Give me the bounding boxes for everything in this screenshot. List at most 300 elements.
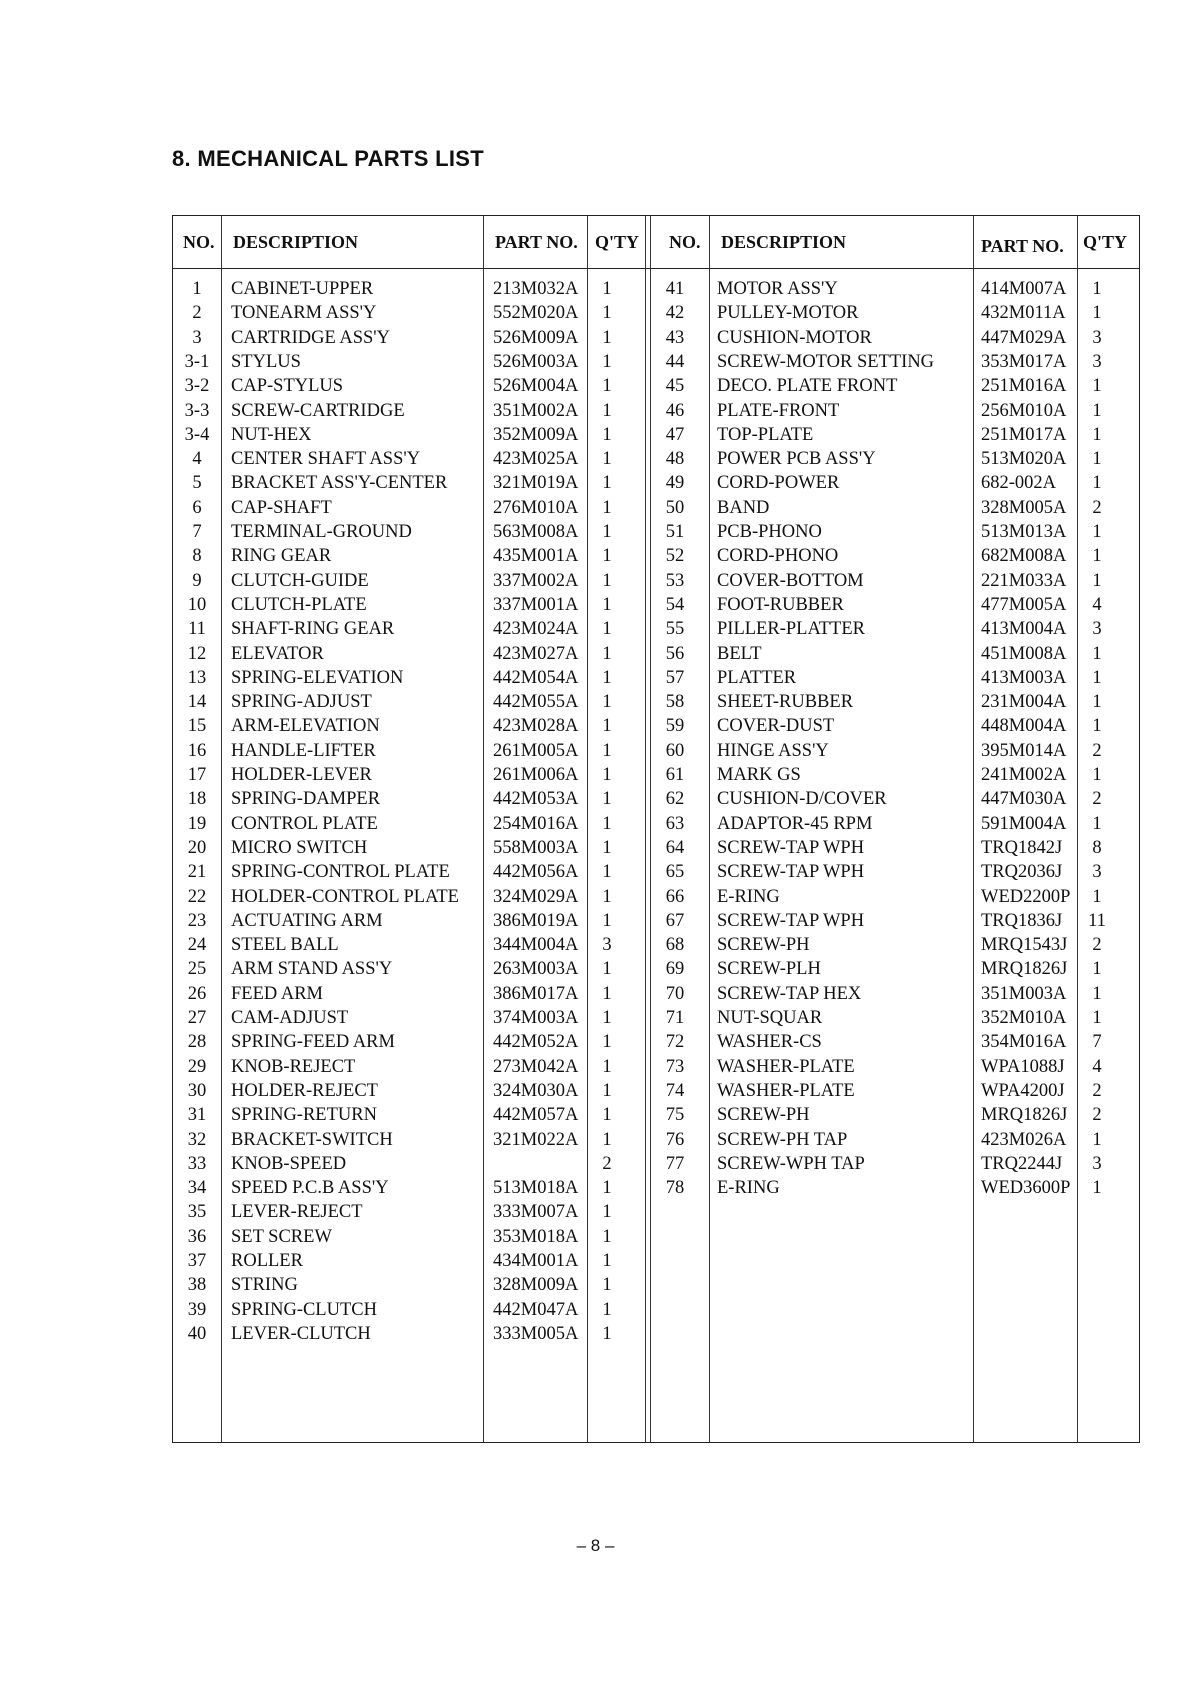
item-description: PLATTER — [717, 667, 797, 688]
item-quantity: 1 — [602, 1080, 612, 1101]
part-number: 321M022A — [493, 1129, 579, 1150]
part-number: WED3600P — [981, 1178, 1071, 1199]
item-quantity: 1 — [602, 546, 612, 567]
item-description: CLUTCH-GUIDE — [231, 570, 369, 591]
item-number: 62 — [665, 789, 685, 810]
table-row — [651, 446, 1139, 472]
item-quantity: 1 — [602, 789, 612, 810]
item-description: FEED ARM — [231, 983, 324, 1004]
part-number: 324M029A — [493, 886, 579, 907]
page-title: 8. MECHANICAL PARTS LIST — [172, 146, 484, 171]
item-description: NUT-HEX — [231, 424, 312, 445]
table-row — [173, 738, 643, 764]
item-number: 40 — [187, 1323, 207, 1344]
item-description: COVER-BOTTOM — [717, 570, 864, 591]
item-number: 3 — [192, 327, 202, 348]
header-description-right: DESCRIPTION — [721, 232, 847, 252]
part-number: 423M025A — [493, 449, 579, 470]
item-description: STYLUS — [231, 351, 301, 372]
table-row — [173, 543, 643, 569]
item-quantity: 2 — [1092, 935, 1102, 956]
item-description: PULLEY-MOTOR — [717, 303, 859, 324]
item-description: HANDLE-LIFTER — [231, 740, 376, 761]
item-description: SPRING-DAMPER — [231, 789, 381, 810]
item-description: SCREW-TAP HEX — [717, 983, 862, 1004]
table-row — [651, 300, 1139, 326]
item-description: TONEARM ASS'Y — [231, 303, 377, 324]
table-row — [651, 495, 1139, 521]
part-number: 251M017A — [981, 424, 1067, 445]
table-row — [173, 1321, 643, 1347]
item-quantity: 1 — [1092, 570, 1102, 591]
item-description: NUT-SQUAR — [717, 1008, 823, 1028]
part-number: 442M054A — [493, 667, 579, 688]
item-number: 5 — [192, 473, 202, 494]
item-number: 19 — [187, 813, 207, 834]
table-row — [173, 325, 643, 351]
table-row — [651, 1175, 1139, 1201]
table-row — [173, 713, 643, 739]
item-quantity: 1 — [602, 1251, 612, 1271]
item-description: CENTER SHAFT ASS'Y — [231, 449, 421, 470]
part-number: 442M057A — [493, 1105, 579, 1126]
header-description-left: DESCRIPTION — [233, 232, 359, 252]
table-row — [173, 422, 643, 448]
item-number: 73 — [665, 1056, 685, 1077]
item-number: 3-3 — [184, 400, 210, 421]
part-number: 447M029A — [981, 327, 1067, 348]
part-number: 241M002A — [981, 765, 1067, 785]
part-number: 254M016A — [493, 813, 579, 834]
header-qty-right: Q'TY — [1083, 232, 1128, 252]
item-number: 75 — [665, 1105, 685, 1126]
item-quantity: 1 — [602, 643, 612, 664]
table-row — [173, 811, 643, 837]
part-number: 423M027A — [493, 643, 579, 664]
item-description: ADAPTOR-45 RPM — [717, 813, 873, 834]
item-number: 66 — [665, 886, 685, 907]
table-row — [173, 1151, 643, 1177]
item-number: 61 — [665, 765, 685, 785]
item-description: SCREW-TAP WPH — [717, 837, 865, 858]
item-description: WASHER-PLATE — [717, 1056, 855, 1077]
item-description: ACTUATING ARM — [231, 910, 383, 931]
item-quantity: 1 — [602, 765, 612, 785]
item-description: BRACKET-SWITCH — [231, 1129, 393, 1150]
part-number: 447M030A — [981, 789, 1067, 810]
table-row — [651, 932, 1139, 958]
item-quantity: 1 — [602, 983, 612, 1004]
item-description: CAP-STYLUS — [231, 376, 344, 397]
item-quantity: 3 — [1092, 327, 1102, 348]
item-quantity: 1 — [602, 716, 612, 737]
part-number: 442M055A — [493, 692, 579, 713]
table-row — [173, 398, 643, 424]
item-number: 13 — [187, 667, 207, 688]
item-quantity: 3 — [1092, 619, 1102, 640]
table-row — [651, 884, 1139, 910]
table-row — [651, 398, 1139, 424]
item-description: RING GEAR — [231, 546, 332, 567]
part-number: 414M007A — [981, 279, 1067, 299]
item-description: SHEET-RUBBER — [717, 692, 854, 713]
item-quantity: 2 — [1092, 1080, 1102, 1101]
table-row — [651, 349, 1139, 375]
item-number: 25 — [187, 959, 207, 980]
item-quantity: 1 — [602, 1299, 612, 1320]
part-number: 386M017A — [493, 983, 579, 1004]
table-row — [651, 1054, 1139, 1080]
item-description: SHAFT-RING GEAR — [231, 619, 395, 640]
item-description: POWER PCB ASS'Y — [717, 449, 876, 470]
item-description: HOLDER-LEVER — [231, 765, 372, 785]
item-number: 14 — [187, 692, 207, 713]
item-description: ARM-ELEVATION — [231, 716, 380, 737]
item-quantity: 1 — [602, 1202, 612, 1223]
table-row — [651, 665, 1139, 691]
item-quantity: 3 — [1092, 351, 1102, 372]
item-number: 36 — [187, 1226, 207, 1247]
part-number: 351M003A — [981, 983, 1067, 1004]
table-row — [651, 689, 1139, 715]
table-row — [173, 1248, 643, 1274]
part-number: 513M013A — [981, 522, 1067, 542]
item-quantity: 1 — [1092, 1129, 1102, 1150]
item-number: 41 — [665, 279, 685, 299]
item-number: 45 — [665, 376, 685, 397]
item-number: 30 — [187, 1080, 207, 1101]
item-description: CORD-POWER — [717, 473, 840, 494]
table-row — [173, 1127, 643, 1153]
item-quantity: 1 — [1092, 449, 1102, 470]
table-row — [173, 1297, 643, 1323]
item-number: 63 — [665, 813, 685, 834]
table-header — [173, 216, 1139, 269]
item-number: 54 — [665, 594, 685, 615]
part-number: WPA1088J — [981, 1056, 1065, 1077]
table-row — [651, 1127, 1139, 1153]
item-description: TOP-PLATE — [717, 424, 814, 445]
part-number: 321M019A — [493, 473, 579, 494]
part-number: 552M020A — [493, 303, 579, 324]
item-number: 67 — [665, 910, 685, 931]
item-quantity: 1 — [1092, 692, 1102, 713]
part-number: 682M008A — [981, 546, 1067, 567]
item-quantity: 1 — [1092, 303, 1102, 324]
item-description: ARM STAND ASS'Y — [231, 959, 393, 980]
part-number: 448M004A — [981, 716, 1067, 737]
table-row — [173, 835, 643, 861]
table-row — [173, 616, 643, 642]
item-quantity: 1 — [602, 1275, 612, 1296]
part-number: 276M010A — [493, 497, 579, 518]
item-number: 3-1 — [184, 351, 210, 372]
header-qty-left: Q'TY — [595, 232, 640, 252]
table-row — [173, 349, 643, 375]
item-description: SCREW-PLH — [717, 959, 821, 980]
item-number: 2 — [192, 303, 202, 324]
part-number: 434M001A — [493, 1251, 579, 1271]
part-number: 395M014A — [981, 740, 1067, 761]
table-row — [173, 1054, 643, 1080]
item-description: HINGE ASS'Y — [717, 740, 829, 761]
item-quantity: 1 — [602, 594, 612, 615]
item-quantity: 1 — [1092, 643, 1102, 664]
part-number: 231M004A — [981, 692, 1067, 713]
header-part-no-left: PART NO. — [495, 232, 578, 252]
item-quantity: 3 — [602, 935, 612, 956]
part-number: 442M056A — [493, 862, 579, 883]
part-number: 337M002A — [493, 570, 579, 591]
part-number: 324M030A — [493, 1080, 579, 1101]
item-description: CLUTCH-PLATE — [231, 594, 367, 615]
table-row — [173, 446, 643, 472]
part-number: 477M005A — [981, 594, 1067, 615]
table-row — [651, 543, 1139, 569]
table-row — [651, 1029, 1139, 1055]
item-number: 47 — [665, 424, 685, 445]
part-number: 432M011A — [981, 303, 1066, 324]
table-row — [651, 1102, 1139, 1128]
part-number: 558M003A — [493, 837, 579, 858]
item-number: 57 — [665, 667, 685, 688]
part-number: 435M001A — [493, 546, 579, 567]
item-description: E-RING — [717, 1178, 780, 1199]
table-row — [173, 470, 643, 496]
table-row — [651, 908, 1139, 934]
item-number: 55 — [665, 619, 685, 640]
item-description: HOLDER-CONTROL PLATE — [231, 886, 459, 907]
table-row — [173, 786, 643, 812]
table-row — [651, 835, 1139, 861]
item-quantity: 1 — [602, 862, 612, 883]
table-row — [173, 1029, 643, 1055]
part-number: TRQ2036J — [981, 862, 1063, 883]
item-quantity: 1 — [602, 351, 612, 372]
part-number: 423M028A — [493, 716, 579, 737]
part-number: 352M010A — [981, 1008, 1067, 1028]
item-number: 17 — [187, 765, 207, 785]
item-quantity: 1 — [1092, 546, 1102, 567]
part-number: 413M003A — [981, 667, 1067, 688]
item-number: 43 — [665, 327, 685, 348]
item-quantity: 1 — [602, 327, 612, 348]
part-number: 256M010A — [981, 400, 1067, 421]
table-row — [173, 641, 643, 667]
item-quantity: 1 — [1092, 813, 1102, 834]
part-number: 337M001A — [493, 594, 579, 615]
item-description: SPRING-CLUTCH — [231, 1299, 377, 1320]
item-quantity: 3 — [1092, 1153, 1102, 1174]
item-number: 33 — [187, 1153, 207, 1174]
item-quantity: 1 — [1092, 400, 1102, 421]
item-number: 69 — [665, 959, 685, 980]
part-number: 344M004A — [493, 935, 579, 956]
item-description: CUSHION-MOTOR — [717, 327, 872, 348]
table-row — [173, 276, 643, 302]
item-description: TERMINAL-GROUND — [231, 522, 412, 542]
item-number: 24 — [187, 935, 207, 956]
item-number: 20 — [187, 837, 207, 858]
item-description: E-RING — [717, 886, 780, 907]
item-number: 59 — [665, 716, 685, 737]
item-description: CARTRIDGE ASS'Y — [231, 327, 390, 348]
item-quantity: 1 — [1092, 716, 1102, 737]
header-no-right: NO. — [669, 232, 701, 252]
part-number: MRQ1543J — [981, 935, 1068, 956]
item-number: 42 — [665, 303, 685, 324]
item-number: 51 — [665, 522, 685, 542]
part-number: 423M026A — [981, 1129, 1067, 1150]
item-quantity: 1 — [602, 522, 612, 542]
table-row — [651, 713, 1139, 739]
item-quantity: 1 — [602, 376, 612, 397]
item-quantity: 1 — [602, 959, 612, 980]
item-number: 15 — [187, 716, 207, 737]
table-row — [173, 300, 643, 326]
item-number: 18 — [187, 789, 207, 810]
item-description: LEVER-REJECT — [231, 1202, 363, 1223]
part-number: 442M052A — [493, 1032, 579, 1053]
item-quantity: 1 — [1092, 959, 1102, 980]
table-row — [173, 1272, 643, 1298]
item-description: STEEL BALL — [231, 935, 339, 956]
part-number: 442M047A — [493, 1299, 579, 1320]
item-number: 21 — [187, 862, 207, 883]
item-number: 48 — [665, 449, 685, 470]
part-number: 442M053A — [493, 789, 579, 810]
table-row — [173, 1102, 643, 1128]
part-number: 273M042A — [493, 1056, 579, 1077]
part-number: 354M016A — [981, 1032, 1067, 1053]
item-quantity: 1 — [1092, 1178, 1102, 1199]
item-description: PLATE-FRONT — [717, 400, 840, 421]
part-number: 333M005A — [493, 1323, 579, 1344]
table-row — [651, 276, 1139, 302]
item-description: FOOT-RUBBER — [717, 594, 844, 615]
item-description: ROLLER — [231, 1251, 303, 1271]
table-row — [173, 762, 643, 788]
part-number: 591M004A — [981, 813, 1067, 834]
item-number: 11 — [188, 619, 206, 640]
item-number: 58 — [665, 692, 685, 713]
item-number: 74 — [665, 1080, 685, 1101]
item-description: CUSHION-D/COVER — [717, 789, 887, 810]
item-quantity: 8 — [1092, 837, 1102, 858]
table-row — [651, 981, 1139, 1007]
item-description: BELT — [717, 643, 762, 664]
part-number: 413M004A — [981, 619, 1067, 640]
item-number: 52 — [665, 546, 685, 567]
item-description: DECO. PLATE FRONT — [717, 376, 898, 397]
item-quantity: 1 — [602, 279, 612, 299]
item-quantity: 1 — [1092, 376, 1102, 397]
part-number: 353M018A — [493, 1226, 579, 1247]
table-row — [651, 762, 1139, 788]
table-row — [651, 1005, 1139, 1031]
table-row — [651, 470, 1139, 496]
item-number: 39 — [187, 1299, 207, 1320]
table-row — [173, 689, 643, 715]
item-number: 44 — [665, 351, 685, 372]
item-quantity: 1 — [1092, 279, 1102, 299]
part-number: 221M033A — [981, 570, 1067, 591]
item-description: STRING — [231, 1275, 298, 1296]
item-quantity: 1 — [602, 740, 612, 761]
item-number: 71 — [665, 1008, 685, 1028]
part-number: 423M024A — [493, 619, 579, 640]
part-number: 513M020A — [981, 449, 1067, 470]
part-number: 353M017A — [981, 351, 1067, 372]
item-number: 26 — [187, 983, 207, 1004]
table-row — [173, 908, 643, 934]
item-quantity: 1 — [602, 1178, 612, 1199]
item-description: CORD-PHONO — [717, 546, 839, 567]
item-description: HOLDER-REJECT — [231, 1080, 378, 1101]
item-description: SCREW-TAP WPH — [717, 910, 865, 931]
item-quantity: 2 — [602, 1153, 612, 1174]
part-number: 682-002A — [981, 473, 1057, 494]
item-number: 65 — [665, 862, 685, 883]
item-description: COVER-DUST — [717, 716, 835, 737]
item-number: 3-4 — [184, 424, 210, 445]
item-number: 78 — [665, 1178, 685, 1199]
part-number: 261M005A — [493, 740, 579, 761]
item-description: SPRING-CONTROL PLATE — [231, 862, 450, 883]
part-number: 374M003A — [493, 1008, 579, 1028]
item-description: SPRING-RETURN — [231, 1105, 377, 1126]
page-number: – 8 – — [576, 1536, 615, 1555]
table-row — [651, 956, 1139, 982]
part-number: 328M005A — [981, 497, 1067, 518]
item-quantity: 4 — [1092, 1056, 1102, 1077]
item-description: PILLER-PLATTER — [717, 619, 865, 640]
item-description: SCREW-TAP WPH — [717, 862, 865, 883]
item-quantity: 1 — [1092, 424, 1102, 445]
item-number: 60 — [665, 740, 685, 761]
item-quantity: 1 — [1092, 765, 1102, 785]
part-number: 352M009A — [493, 424, 579, 445]
part-number: 213M032A — [493, 279, 579, 299]
table-row — [173, 592, 643, 618]
part-number: 263M003A — [493, 959, 579, 980]
table-row — [173, 373, 643, 399]
item-number: 10 — [187, 594, 207, 615]
item-number: 7 — [192, 522, 202, 542]
item-quantity: 1 — [1092, 522, 1102, 542]
table-row — [173, 981, 643, 1007]
item-quantity: 1 — [1092, 667, 1102, 688]
item-description: SCREW-PH — [717, 1105, 810, 1126]
item-number: 22 — [187, 886, 207, 907]
item-number: 50 — [665, 497, 685, 518]
item-quantity: 1 — [602, 1056, 612, 1077]
item-number: 72 — [665, 1032, 685, 1053]
table-row — [173, 495, 643, 521]
item-quantity: 1 — [602, 303, 612, 324]
item-quantity: 1 — [602, 1129, 612, 1150]
table-row — [651, 568, 1139, 594]
parts-table — [172, 215, 1140, 1443]
table-row — [173, 1078, 643, 1104]
item-description: SET SCREW — [231, 1226, 332, 1247]
item-description: SCREW-PH TAP — [717, 1129, 848, 1150]
item-quantity: 1 — [602, 1323, 612, 1344]
part-number: 328M009A — [493, 1275, 579, 1296]
table-row — [173, 519, 643, 545]
table-row — [173, 884, 643, 910]
item-description: SCREW-WPH TAP — [717, 1153, 865, 1174]
